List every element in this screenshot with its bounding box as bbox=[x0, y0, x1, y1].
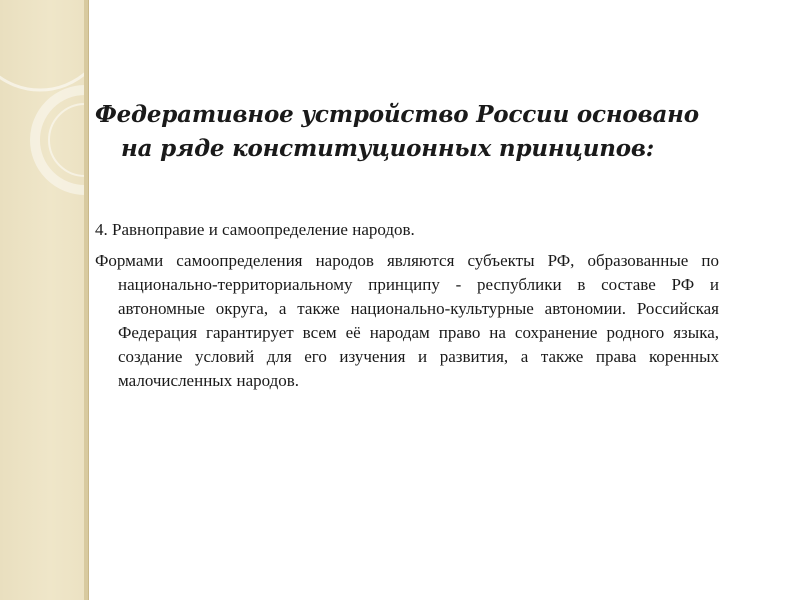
principle-heading: 4. Равноправие и самоопределение народов. bbox=[95, 220, 415, 239]
principle-description: Формами самоопределения народов являются субъекты РФ, образованные по национально-территориальному принципу - республики в составе РФ и автономные округа, а также национально-культурные автономии. Российская Федерация гарантирует всем её народам право на сохранение родного языка, создание условий для его изучения и развития, а также права коренных малочисленных народов. bbox=[95, 251, 719, 390]
slide-title: Федеративное устройство России основано на ряде конституционных принципов: bbox=[95, 101, 699, 162]
side-divider-inner bbox=[88, 0, 89, 600]
slide-content bbox=[95, 98, 719, 393]
decorative-ring-large bbox=[0, 0, 110, 90]
